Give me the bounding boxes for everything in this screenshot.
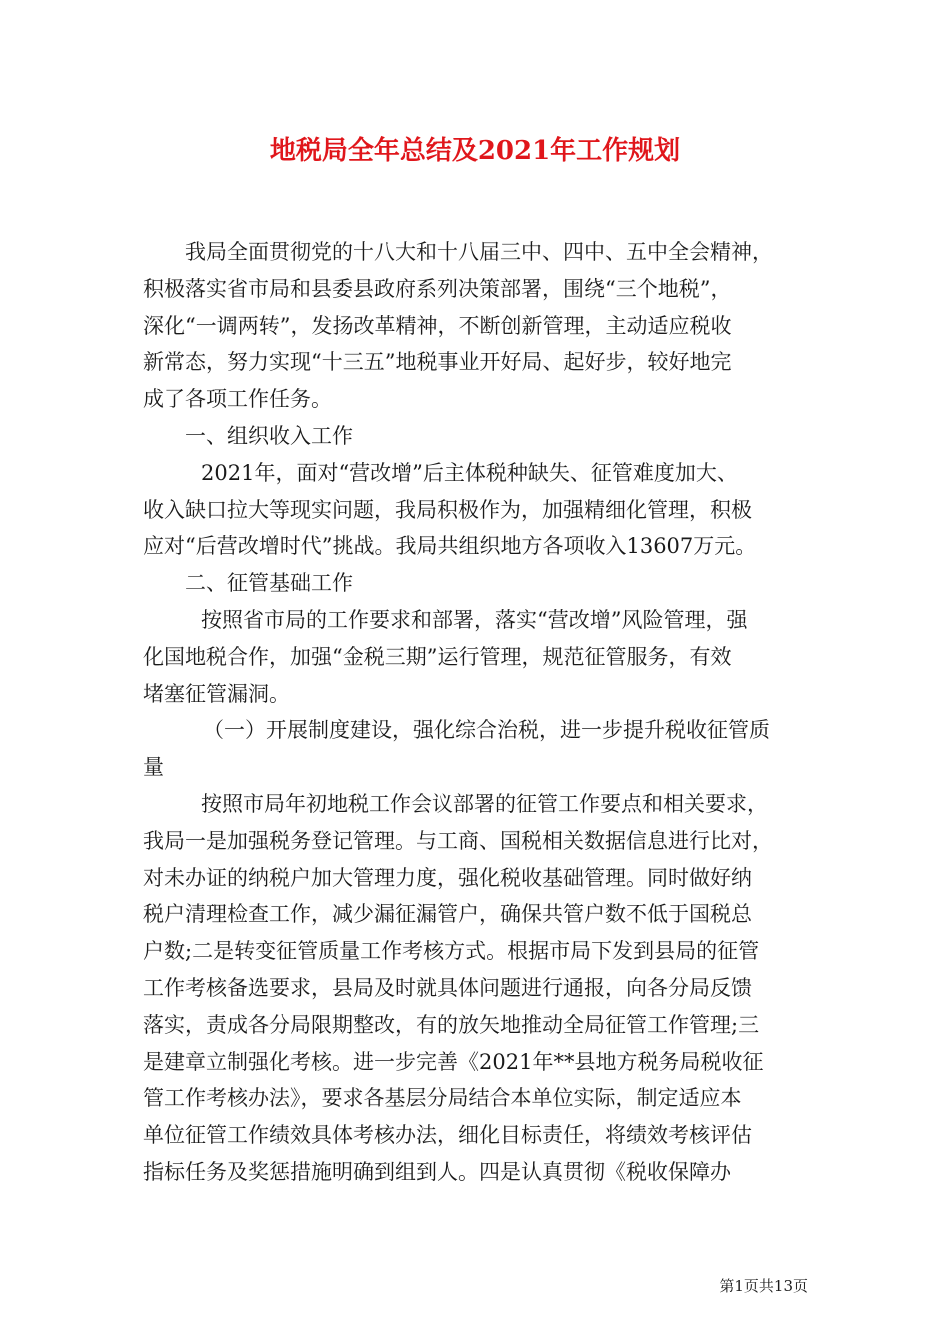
text-line: 积极落实省市局和县委县政府系列决策部署，围绕“三个地税”， (143, 276, 732, 301)
text-line: 收入缺口拉大等现实问题，我局积极作为，加强精细化管理，积极 (143, 497, 752, 522)
text-line: 管工作考核办法》，要求各基层分局结合本单位实际，制定适应本 (143, 1086, 742, 1111)
text-line: 对未办证的纳税户加大管理力度，强化税收基础管理。同时做好纳 (143, 865, 752, 890)
document-title: 地税局全年总结及2021年工作规划 (269, 136, 681, 166)
text-line: 按照市局年初地税工作会议部署的征管工作要点和相关要求， (201, 791, 768, 816)
text-line: 新常态，努力实现“十三五”地税事业开好局、起好步，较好地完 (143, 350, 732, 375)
section-heading-1: 一、组织收入工作 (185, 423, 353, 448)
text-line: 税户清理检查工作，减少漏征漏管户，确保共管户数不低于国税总 (143, 902, 752, 927)
page-number-footer: 第1页共13页 (719, 1277, 808, 1295)
text-line: 工作考核备选要求，县局及时就具体问题进行通报，向各分局反馈 (143, 975, 752, 1000)
text-line: 指标任务及奖惩措施明确到组到人。四是认真贯彻《税收保障办 (143, 1159, 731, 1184)
text-line: 我局全面贯彻党的十八大和十八届三中、四中、五中全会精神， (185, 240, 773, 264)
text-line: 我局一是加强税务登记管理。与工商、国税相关数据信息进行比对， (143, 828, 773, 853)
text-line: 成了各项工作任务。 (143, 387, 332, 412)
text-line: 化国地税合作，加强“金税三期”运行管理，规范征管服务，有效 (143, 644, 732, 669)
text-line: 深化“一调两转”，发扬改革精神，不断创新管理，主动适应税收 (143, 313, 732, 338)
text-line: 量 (143, 755, 164, 780)
text-line: 户数;二是转变征管质量工作考核方式。根据市局下发到县局的征管 (143, 939, 760, 964)
text-line: 2021年，面对“营改增”后主体税种缺失、征管难度加大、 (201, 460, 738, 485)
text-line: 按照省市局的工作要求和部署，落实“营改增”风险管理，强 (201, 607, 748, 632)
subsection-heading-1: （一）开展制度建设，强化综合治税，进一步提升税收征管质 (203, 718, 770, 743)
text-line: 落实，责成各分局限期整改，有的放矢地推动全局征管工作管理;三 (143, 1012, 760, 1037)
text-line: 单位征管工作绩效具体考核办法，细化目标责任，将绩效考核评估 (143, 1123, 752, 1148)
section-heading-2: 二、征管基础工作 (185, 571, 353, 596)
text-line: 应对“后营改增时代”挑战。我局共组织地方各项收入13607万元。 (143, 534, 757, 559)
text-line: 是建章立制强化考核。进一步完善《2021年**县地方税务局税收征 (143, 1049, 764, 1074)
text-line: 堵塞征管漏洞。 (143, 681, 290, 706)
document-body (143, 234, 833, 1191)
